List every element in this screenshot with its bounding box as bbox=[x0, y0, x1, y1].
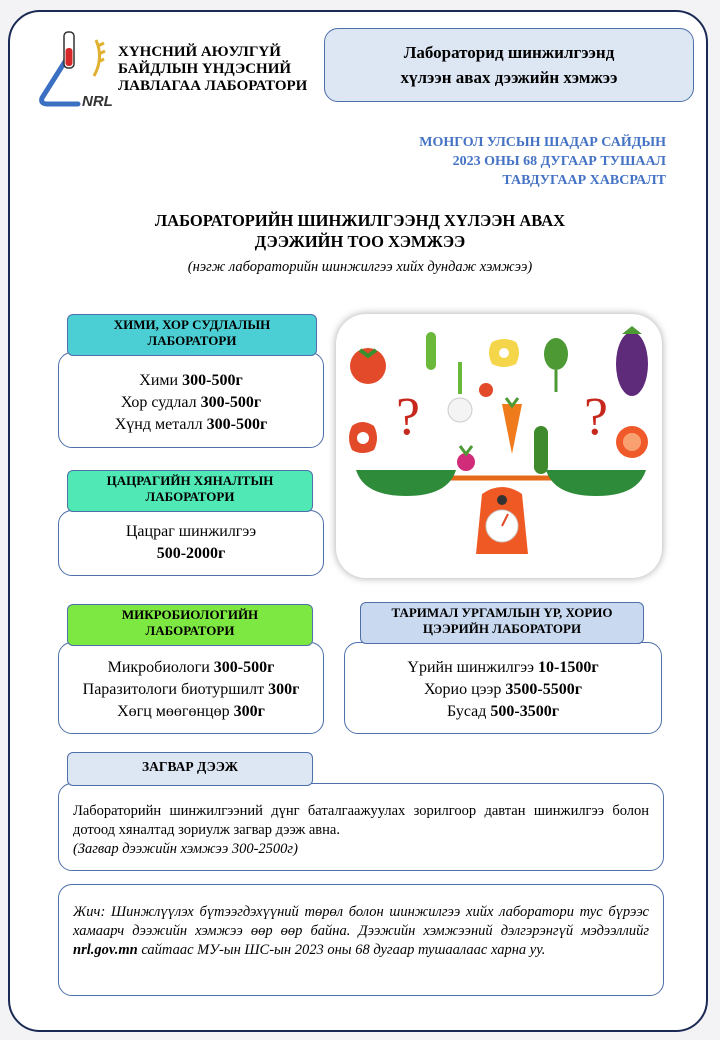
plant-row: Хорио цээр 3500-5500г bbox=[424, 681, 582, 698]
micro-row: Хөгц мөөгөнцөр 300г bbox=[117, 703, 265, 720]
sample-header: ЗАГВАР ДЭЭЖ bbox=[67, 752, 313, 786]
svg-text:NRL: NRL bbox=[82, 93, 113, 110]
footnote-text: Жич: Шинжлүүлэх бүтээгдэхүүний төрөл болон шинжилгээ хийх лаборатори тус бүрээс хамаарч дээжийн хэмжээ өөр өөр байна. Дээжийн хэмжээний дэлгэрэнгүй мэдээллийг nrl.gov.mn сайтаас МУ-ын ШС-ын 2023 оны 68 дугаар тушаалаас харна уу. bbox=[73, 904, 649, 958]
subtitle: (нэгж лабораторийн шинжилгээ хийх дундаж хэмжээ) bbox=[187, 259, 533, 275]
main-title: ЛАБОРАТОРИЙН ШИНЖИЛГЭЭНД ХҮЛЭЭН АВАХ ДЭЭЖИЙН ТОО ХЭМЖЭЭ bbox=[154, 211, 566, 251]
plant-row: Бусад 500-3500г bbox=[447, 703, 559, 720]
chem-lab-header: ХИМИ, ХОР СУДЛАЛЫН ЛАБОРАТОРИ bbox=[67, 314, 317, 356]
svg-text:?: ? bbox=[396, 386, 420, 446]
scale-illustration bbox=[336, 314, 662, 578]
sample-card bbox=[58, 783, 664, 871]
rad-lab-card: Цацраг шинжилгээ 500-2000г bbox=[58, 510, 324, 576]
micro-lab-header: МИКРОБИОЛОГИЙН ЛАБОРАТОРИ bbox=[67, 604, 313, 646]
footnote-card bbox=[58, 884, 664, 996]
svg-text:?: ? bbox=[584, 386, 608, 446]
chem-row: Хүнд металл 300-500г bbox=[114, 416, 268, 433]
chem-lab-card bbox=[58, 352, 324, 448]
micro-row: Микробиологи 300-500г bbox=[107, 659, 275, 676]
plant-row: Үрийн шинжилгээ 10-1500г bbox=[407, 659, 599, 676]
chem-row: Хими 300-500г bbox=[139, 372, 243, 389]
plant-lab-header: ТАРИМАЛ УРГАМЛЫН ҮР, ХОРИО ЦЭЭРИЙН ЛАБОРАТОРИ bbox=[360, 602, 644, 644]
micro-row: Паразитологи биотуршилт 300г bbox=[82, 681, 300, 698]
plant-lab-card bbox=[344, 642, 662, 734]
organization-name: ХҮНСНИЙ АЮУЛГҮЙ БАЙДЛЫН ҮНДЭСНИЙ ЛАВЛАГАА ЛАБОРАТОРИ bbox=[118, 44, 308, 94]
decree-reference: МОНГОЛ УЛСЫН ШАДАР САЙДЫН 2023 ОНЫ 68 ДУГААР ТУШААЛ ТАВДУГААР ХАВСРАЛТ bbox=[419, 135, 666, 188]
chem-row: Хор судлал 300-500г bbox=[120, 394, 262, 411]
nrl-logo bbox=[34, 30, 114, 112]
sample-note: (Загвар дээжийн хэмжээ 300-2500г) bbox=[73, 841, 298, 857]
micro-lab-card bbox=[58, 642, 324, 734]
header-title: Лабораторид шинжилгээнд хүлээн авах дээжийн хэмжээ bbox=[324, 28, 694, 102]
rad-lab-header: ЦАЦРАГИЙН ХЯНАЛТЫН ЛАБОРАТОРИ bbox=[67, 470, 313, 512]
sample-text: Лабораторийн шинжилгээний дүнг баталгаажуулах зорилгоор давтан шинжилгээ болон дотоод хяналтад зориулж загвар дээж авна. bbox=[73, 803, 649, 838]
website-link[interactable]: nrl.gov.mn bbox=[73, 942, 138, 958]
